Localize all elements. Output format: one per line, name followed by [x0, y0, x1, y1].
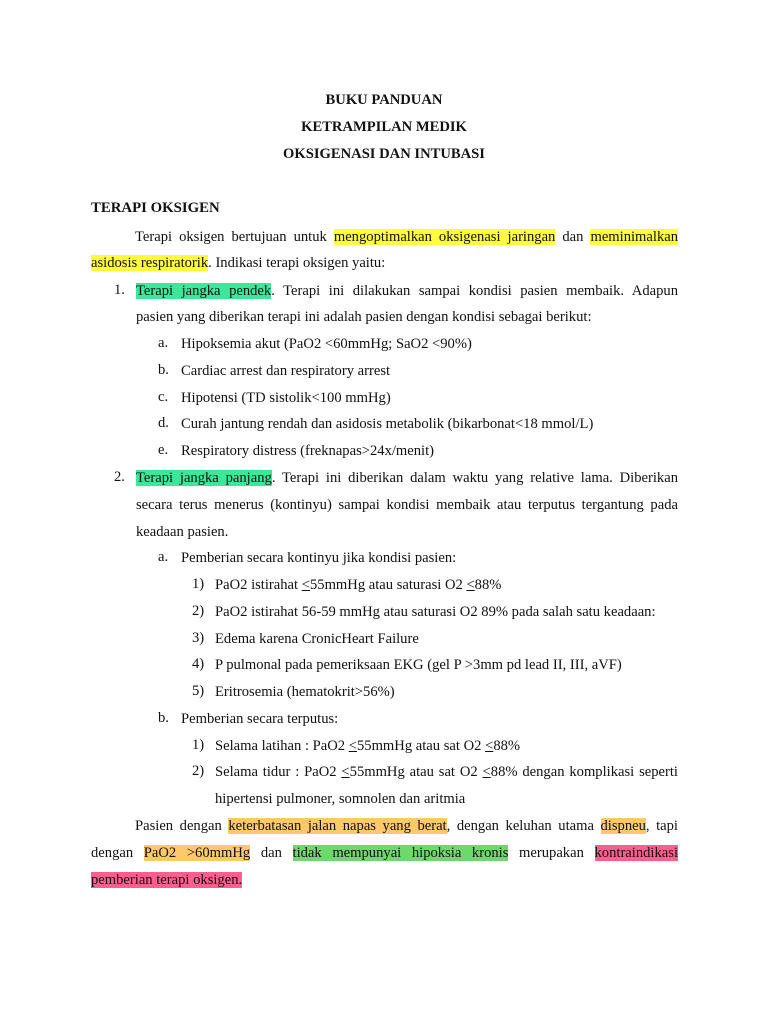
list-item: Selama tidur : PaO2 <55mmHg atau sat O2 <88% dengan komplikasi seperti	[215, 764, 678, 780]
sub-item-continuous: Pemberian secara kontinyu jika kondisi pasien:	[181, 550, 457, 566]
item-2-number: 2.	[114, 469, 125, 485]
list-item: PaO2 istirahat 56-59 mmHg atau saturasi O2 89% pada salah satu keadaan:	[215, 604, 656, 620]
item-2-line-3: keadaan pasien.	[136, 524, 229, 540]
item-1-number: 1.	[114, 282, 125, 298]
closing-line-1: Pasien dengan keterbatasan jalan napas yang berat, dengan keluhan utama dispneu, tapi	[135, 818, 678, 834]
list-item: Edema karena CronicHeart Failure	[215, 631, 419, 647]
list-number: 1)	[192, 737, 205, 753]
intro-line-1: Terapi oksigen bertujuan untuk mengoptimalkan oksigenasi jaringan dan meminimalkan	[135, 229, 679, 245]
highlight-optimize-oxygenation: mengoptimalkan oksigenasi jaringan	[333, 229, 556, 245]
highlight-contraindication: kontraindikasi	[594, 845, 678, 861]
sub-label: e.	[158, 442, 169, 458]
section-heading: TERAPI OKSIGEN	[91, 200, 220, 216]
list-item: PaO2 istirahat <55mmHg atau saturasi O2 <88%	[215, 577, 502, 593]
list-item: Eritrosemia (hematokrit>56%)	[215, 684, 395, 700]
list-number: 5)	[192, 683, 205, 699]
sub-item-intermittent: Pemberian secara terputus:	[181, 711, 339, 727]
item-1-line-1: Terapi jangka pendek. Terapi ini dilakukan sampai kondisi pasien membaik. Adapun	[136, 283, 678, 299]
list-number: 4)	[192, 656, 205, 672]
sub-item: Cardiac arrest dan respiratory arrest	[181, 363, 391, 379]
list-item: Selama latihan : PaO2 <55mmHg atau sat O2 <88%	[215, 738, 521, 754]
title-line-1: BUKU PANDUAN	[325, 92, 443, 108]
highlight-no-chronic-hypoxia: tidak mempunyai hipoksia kronis	[292, 845, 509, 861]
list-number: 1)	[192, 576, 205, 592]
highlight-short-term-therapy: Terapi jangka pendek	[136, 283, 272, 299]
intro-line-2: asidosis respiratorik. Indikasi terapi oksigen yaitu:	[91, 255, 386, 271]
sub-label: a.	[158, 335, 169, 351]
title-line-3: OKSIGENASI DAN INTUBASI	[283, 146, 485, 162]
highlight-respiratory-acidosis: asidosis respiratorik	[91, 255, 209, 271]
list-number: 3)	[192, 630, 205, 646]
list-item: P pulmonal pada pemeriksaan EKG (gel P >3mm pd lead II, III, aVF)	[215, 657, 622, 673]
sub-item: Hipoksemia akut (PaO2 <60mmHg; SaO2 <90%)	[181, 336, 472, 352]
highlight-oxygen-therapy: pemberian terapi oksigen.	[91, 872, 243, 888]
sub-label: b.	[158, 362, 169, 378]
sub-label: d.	[158, 415, 169, 431]
sub-item: Curah jantung rendah dan asidosis metabolik (bikarbonat<18 mmol/L)	[181, 416, 594, 432]
list-number: 2)	[192, 763, 205, 779]
sub-item: Respiratory distress (freknapas>24x/menit)	[181, 443, 435, 459]
highlight-pao2: PaO2 >60mmHg	[143, 845, 251, 861]
sub-label: b.	[158, 710, 169, 726]
sub-item: Hipotensi (TD sistolik<100 mmHg)	[181, 390, 391, 406]
highlight-airway-limitation: keterbatasan jalan napas yang berat	[228, 818, 447, 834]
sub-label: c.	[158, 389, 169, 405]
list-number: 2)	[192, 603, 205, 619]
list-item-continued: hipertensi pulmoner, somnolen dan aritmia	[215, 791, 466, 807]
sub-label: a.	[158, 549, 169, 565]
highlight-minimize: meminimalkan	[590, 229, 679, 245]
closing-line-3	[91, 871, 242, 889]
highlight-long-term-therapy: Terapi jangka panjang	[136, 470, 272, 486]
title-line-2: KETRAMPILAN MEDIK	[301, 119, 467, 135]
item-1-line-2: pasien yang diberikan terapi ini adalah pasien dengan kondisi sebagai berikut:	[136, 309, 592, 325]
closing-line-2: dengan PaO2 >60mmHg dan tidak mempunyai hipoksia kronis merupakan kontraindikasi	[91, 845, 678, 861]
item-2-line-2: secara terus menerus (kontinyu) sampai kondisi membaik atau terputus tergantung pada	[136, 497, 678, 513]
highlight-dyspnea: dispneu	[600, 818, 646, 834]
item-2-line-1: Terapi jangka panjang. Terapi ini diberikan dalam waktu yang relative lama. Diberikan	[136, 470, 678, 486]
